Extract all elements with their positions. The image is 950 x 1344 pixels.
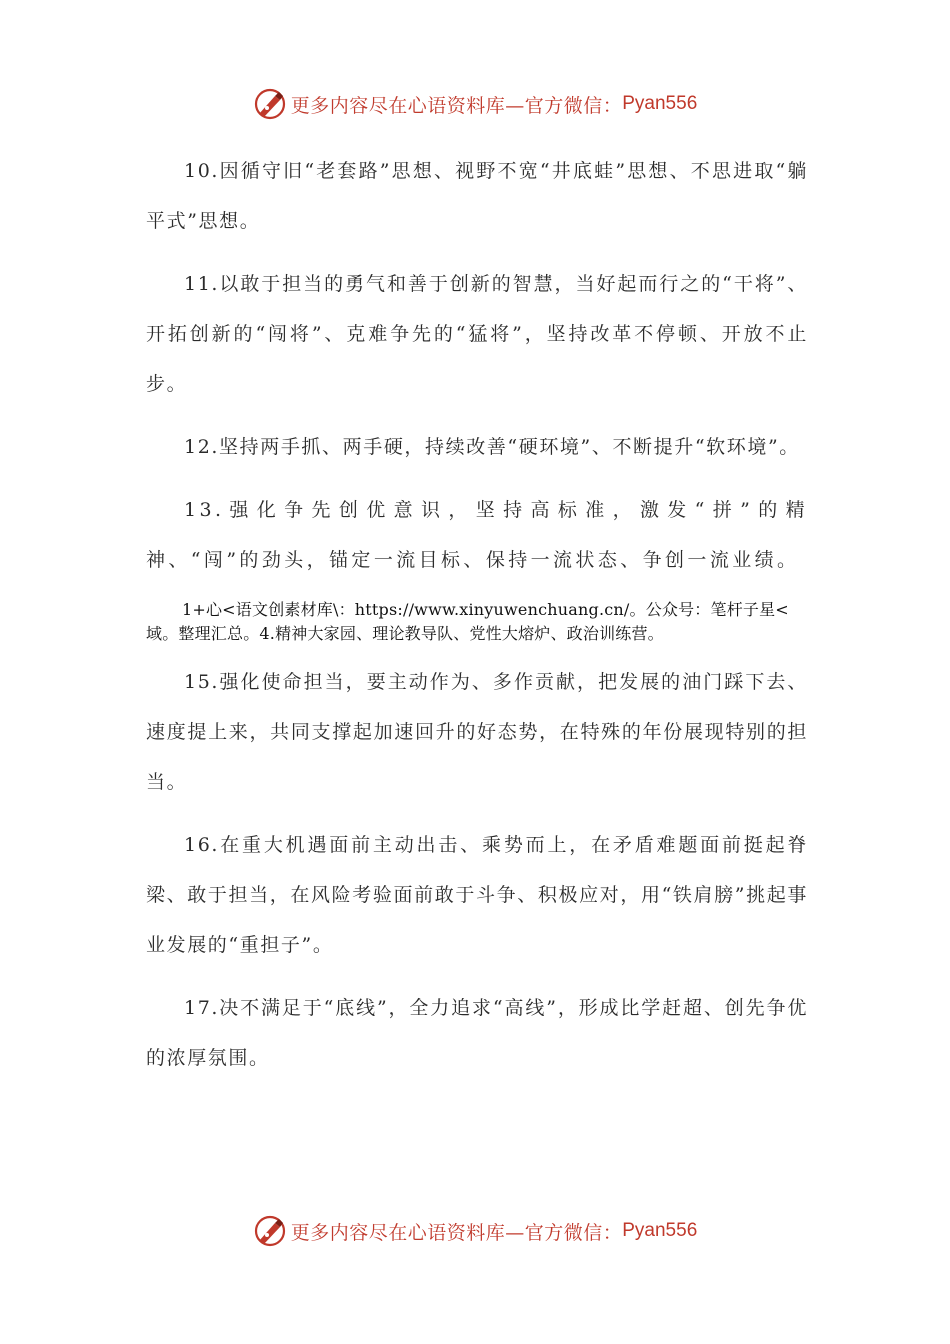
source-note: 1+心<语文创素材库\：https://www.xinyuwenchuang.cn/。公众号：笔杆子星<域。整理汇总。4.精神大家园、理论教导队、党性大熔炉、政治训练营。 <box>146 600 789 643</box>
footer-banner <box>0 1211 950 1251</box>
paragraph-16: 16.在重大机遇面前主动出击、乘势而上，在矛盾难题面前挺起脊梁、敢于担当，在风险考验面前敢于斗争、积极应对，用“铁肩膀”挑起事业发展的“重担子”。 <box>146 834 808 956</box>
banner-text: 更多内容尽在心语资料库—官方微信： <box>290 94 623 117</box>
paragraph-15: 15.强化使命担当，要主动作为、多作贡献，把发展的油门踩下去、速度提上来，共同支撑起加速回升的好态势，在特殊的年份展现特别的担当。 <box>146 671 808 793</box>
banner-handle: Pyan556 <box>622 93 698 114</box>
banner-handle: Pyan556 <box>622 1220 698 1241</box>
banner-text: 更多内容尽在心语资料库—官方微信： <box>290 1221 623 1244</box>
pen-logo-icon <box>253 1214 287 1248</box>
paragraph-11: 11.以敢于担当的勇气和善于创新的智慧，当好起而行之的“干将”、开拓创新的“闯将”、克难争先的“猛将”，坚持改革不停顿、开放不止步。 <box>146 273 808 395</box>
document-body <box>146 146 808 1096</box>
paragraph-10: 10.因循守旧“老套路”思想、视野不宽“井底蛙”思想、不思进取“躺平式”思想。 <box>146 160 808 232</box>
header-banner <box>0 84 950 124</box>
paragraph-17: 17.决不满足于“底线”，全力追求“高线”，形成比学赶超、创先争优的浓厚氛围。 <box>146 997 808 1069</box>
paragraph-13: 13.强化争先创优意识，坚持高标准，激发“拼”的精神、“闯”的劲头，锚定一流目标、保持一流状态、争创一流业绩。 <box>146 499 808 571</box>
pen-logo-icon <box>253 87 287 121</box>
paragraph-12: 12.坚持两手抓、两手硬，持续改善“硬环境”、不断提升“软环境”。 <box>184 436 800 458</box>
